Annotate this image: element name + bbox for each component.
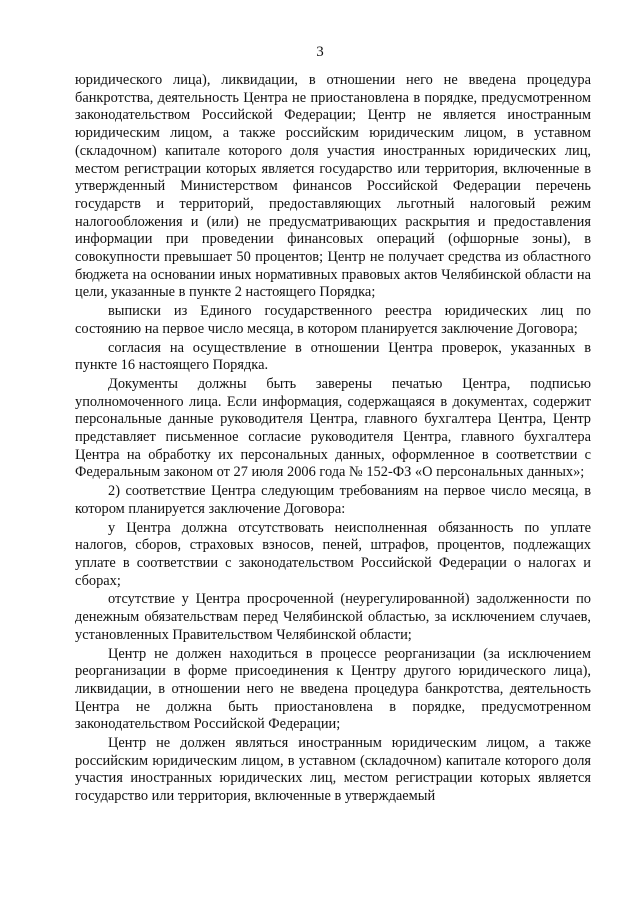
paragraph-tax-obligations: у Центра должна отсутствовать неисполненная обязанность по уплате налогов, сборов, страховых взносов, пеней, штрафов, процентов, подлежащих уплате в соответствии с законодательством Российской Федерации о налогах и сборах; <box>75 519 591 589</box>
paragraph-continuation: юридического лица), ликвидации, в отношении него не введена процедура банкротства, деятельность Центра не приостановлена в порядке, предусмотренном законодательством Российской Федерации; Центр не является иностранным юридическим лицом, а также российским юридическим лицом, в уставном (складочном) капитале которого доля участия иностранных юридических лиц, местом регистрации которых является государство или территория, включенные в утвержденный Министерством финансов Российской Федерации перечень государств и территорий, предоставляющих льготный налоговый режим налогообложения и (или) не предусматривающих раскрытия и предоставления информации при проведении финансовых операций (офшорные зоны), в совокупности превышает 50 процентов; Центр не получает средства из областного бюджета на основании иных нормативных правовых актов Челябинской области на цели, указанные в пункте 2 настоящего Порядка; <box>75 72 591 301</box>
paragraph-reorganization: Центр не должен находиться в процессе реорганизации (за исключением реорганизации в форме присоединения к Центру другого юридического лица), ликвидации, в отношении него не введена процедура банкротства, деятельность Центра не должна быть приостановлена в порядке, предусмотренном законодательством Российской Федерации; <box>75 645 591 733</box>
page-number: 3 <box>316 44 324 60</box>
paragraph-requirements-intro: 2) соответствие Центра следующим требованиям на первое число месяца, в котором планируется заключение Договора: <box>75 483 591 517</box>
paragraph-inspection-consent: согласия на осуществление в отношении Центра проверок, указанных в пункте 16 настоящего Порядка. <box>75 339 591 374</box>
paragraph-overdue-debt: отсутствие у Центра просроченной (неурегулированной) задолженности по денежным обязательствам перед Челябинской областью, за исключением случаев, установленных Правительством Челябинской области; <box>75 591 591 643</box>
document-body <box>75 72 591 807</box>
paragraph-egrul-extract: выписки из Единого государственного реестра юридических лиц по состоянию на первое число месяца, в котором планируется заключение Договора; <box>75 303 591 337</box>
paragraph-documents-certification: Документы должны быть заверены печатью Центра, подписью уполномоченного лица. Если информация, содержащаяся в документах, содержит персональные данные руководителя Центра, главного бухгалтера Центра, Центр представляет письменное согласие руководителя Центра, главного бухгалтера Центра на обработку их персональных данных, оформленное в соответствии с Федеральным законом от 27 июля 2006 года № 152-ФЗ «О персональных данных»; <box>75 375 591 481</box>
paragraph-foreign-entity: Центр не должен являться иностранным юридическим лицом, а также российским юридическим лицом, в уставном (складочном) капитале которого доля участия иностранных юридических лиц, местом регистрации которых является государство или территория, включенные в утверждаемый <box>75 735 591 805</box>
